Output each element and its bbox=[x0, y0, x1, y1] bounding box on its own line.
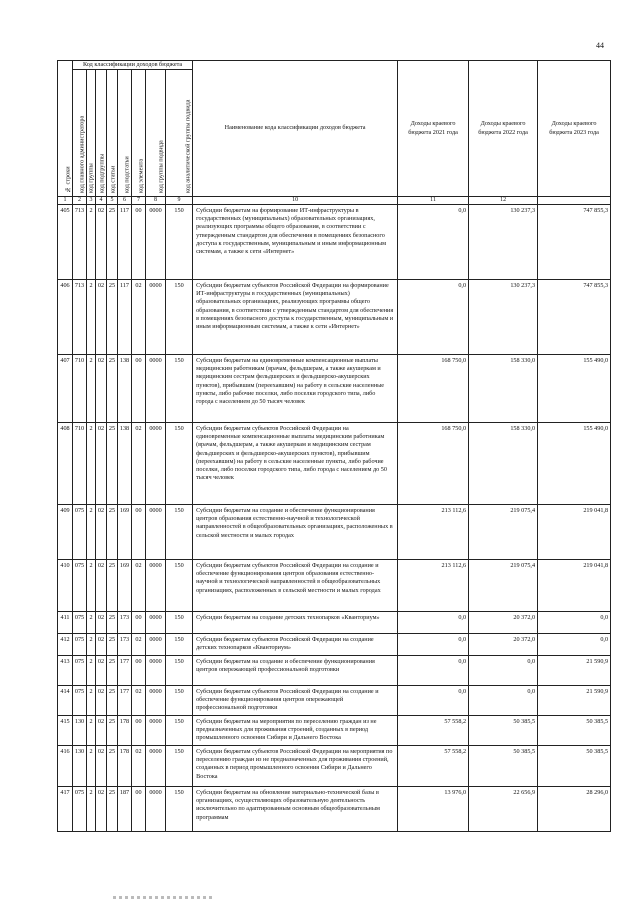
subgroup-code: 02 bbox=[96, 355, 107, 423]
value-2022: 22 656,9 bbox=[469, 787, 538, 832]
article-code: 25 bbox=[107, 787, 118, 832]
article-code: 25 bbox=[107, 560, 118, 612]
table-body bbox=[58, 205, 611, 832]
table-row bbox=[58, 656, 611, 686]
value-2023: 155 490,0 bbox=[538, 355, 611, 423]
value-2023: 28 296,0 bbox=[538, 787, 611, 832]
value-2023: 0,0 bbox=[538, 634, 611, 656]
value-2022: 50 385,5 bbox=[469, 716, 538, 746]
element-code: 00 bbox=[132, 355, 146, 423]
group-code: 2 bbox=[87, 787, 96, 832]
value-2023: 219 041,8 bbox=[538, 505, 611, 560]
row-name: Субсидии бюджетам субъектов Российской Федерации на создание и обеспечение функционирования центров образования естественно-научной и технологической направленностей в общеобразовательных организациях, расположенных в сельской местности и малых городах bbox=[193, 560, 398, 612]
row-number: 411 bbox=[58, 612, 73, 634]
header-subtype-group-code: код группы подвида bbox=[146, 70, 166, 197]
analytic-group-code: 150 bbox=[166, 656, 193, 686]
value-2022: 20 372,0 bbox=[469, 634, 538, 656]
row-name: Субсидии бюджетам на создание детских технопарков «Кванториум» bbox=[193, 612, 398, 634]
header-element-code: код элемента bbox=[132, 70, 146, 197]
article-code: 25 bbox=[107, 686, 118, 716]
row-number: 412 bbox=[58, 634, 73, 656]
subgroup-code: 02 bbox=[96, 280, 107, 355]
subtype-group-code: 0000 bbox=[146, 205, 166, 280]
value-2021: 168 750,0 bbox=[398, 355, 469, 423]
subgroup-code: 02 bbox=[96, 716, 107, 746]
admin-code: 075 bbox=[73, 656, 87, 686]
value-2023: 0,0 bbox=[538, 612, 611, 634]
subarticle-code: 169 bbox=[118, 560, 132, 612]
value-2021: 57 558,2 bbox=[398, 746, 469, 787]
subgroup-code: 02 bbox=[96, 205, 107, 280]
header-analytic-group-code: код аналитической группы подвида bbox=[166, 70, 193, 197]
table-row bbox=[58, 280, 611, 355]
table-row bbox=[58, 634, 611, 656]
analytic-group-code: 150 bbox=[166, 787, 193, 832]
value-2021: 213 112,6 bbox=[398, 505, 469, 560]
admin-code: 075 bbox=[73, 787, 87, 832]
row-number: 406 bbox=[58, 280, 73, 355]
subgroup-code: 02 bbox=[96, 505, 107, 560]
subarticle-code: 138 bbox=[118, 355, 132, 423]
group-code: 2 bbox=[87, 423, 96, 505]
subgroup-code: 02 bbox=[96, 612, 107, 634]
subarticle-code: 173 bbox=[118, 612, 132, 634]
row-name: Субсидии бюджетам субъектов Российской Федерации на единовременные компенсационные выплаты медицинским работникам (врачам, фельдшерам, а также акушеркам и медицинским сестрам фельдшерских и фельдшерско-акушерских пунктов), прибывшим (переехавшим) на работу в сельские населенные пункты, либо рабочие поселки, либо поселки городского типа, либо города с населением до 50 тысяч человек bbox=[193, 423, 398, 505]
table-row bbox=[58, 205, 611, 280]
admin-code: 710 bbox=[73, 423, 87, 505]
table-row bbox=[58, 746, 611, 787]
group-code: 2 bbox=[87, 355, 96, 423]
value-2022: 130 237,3 bbox=[469, 280, 538, 355]
header-2023: Доходы краевого бюджета 2023 года bbox=[538, 61, 611, 197]
row-name: Субсидии бюджетам на мероприятия по переселению граждан из не предназначенных для проживания строений, созданных в период промышленного освоения Сибири и Дальнего Востока bbox=[193, 716, 398, 746]
group-code: 2 bbox=[87, 746, 96, 787]
value-2021: 0,0 bbox=[398, 612, 469, 634]
value-2021: 0,0 bbox=[398, 634, 469, 656]
article-code: 25 bbox=[107, 746, 118, 787]
analytic-group-code: 150 bbox=[166, 423, 193, 505]
analytic-group-code: 150 bbox=[166, 746, 193, 787]
row-number: 416 bbox=[58, 746, 73, 787]
table-row bbox=[58, 686, 611, 716]
row-name: Субсидии бюджетам на обновление материально-технической базы в организациях, осуществляющих образовательную деятельность исключительно по адаптированным основным общеобразовательным программам bbox=[193, 787, 398, 832]
group-code: 2 bbox=[87, 716, 96, 746]
row-name: Субсидии бюджетам субъектов Российской Федерации на создание детских технопарков «Кванториум» bbox=[193, 634, 398, 656]
value-2022: 20 372,0 bbox=[469, 612, 538, 634]
column-number: 12 bbox=[469, 197, 538, 205]
column-number: 2 bbox=[73, 197, 87, 205]
subarticle-code: 117 bbox=[118, 205, 132, 280]
row-name: Субсидии бюджетам субъектов Российской Федерации на формирование ИТ-инфраструктуры в государственных (муниципальных) образовательных организациях, реализующих программы общего образования, в соответствии с утвержденным стандартом для обеспечения в помещениях безопасного доступа к государственным, муниципальным и иным информационным системам, а также к сети «Интернет» bbox=[193, 280, 398, 355]
subtype-group-code: 0000 bbox=[146, 686, 166, 716]
value-2023: 21 590,9 bbox=[538, 686, 611, 716]
value-2021: 0,0 bbox=[398, 656, 469, 686]
subtype-group-code: 0000 bbox=[146, 746, 166, 787]
column-number: 3 bbox=[87, 197, 96, 205]
group-code: 2 bbox=[87, 656, 96, 686]
subarticle-code: 138 bbox=[118, 423, 132, 505]
article-code: 25 bbox=[107, 716, 118, 746]
header-code-group: Код классификации доходов бюджета bbox=[73, 61, 193, 70]
subgroup-code: 02 bbox=[96, 656, 107, 686]
article-code: 25 bbox=[107, 505, 118, 560]
admin-code: 075 bbox=[73, 686, 87, 716]
admin-code: 130 bbox=[73, 716, 87, 746]
element-code: 02 bbox=[132, 686, 146, 716]
article-code: 25 bbox=[107, 656, 118, 686]
table-row bbox=[58, 787, 611, 832]
value-2023: 50 385,5 bbox=[538, 746, 611, 787]
column-number: 4 bbox=[96, 197, 107, 205]
value-2022: 219 075,4 bbox=[469, 560, 538, 612]
value-2021: 0,0 bbox=[398, 205, 469, 280]
value-2023: 747 855,3 bbox=[538, 205, 611, 280]
subtype-group-code: 0000 bbox=[146, 787, 166, 832]
row-number: 405 bbox=[58, 205, 73, 280]
group-code: 2 bbox=[87, 634, 96, 656]
row-number: 408 bbox=[58, 423, 73, 505]
subarticle-code: 187 bbox=[118, 787, 132, 832]
analytic-group-code: 150 bbox=[166, 280, 193, 355]
row-number: 407 bbox=[58, 355, 73, 423]
subarticle-code: 178 bbox=[118, 746, 132, 787]
element-code: 00 bbox=[132, 505, 146, 560]
element-code: 02 bbox=[132, 634, 146, 656]
article-code: 25 bbox=[107, 423, 118, 505]
subarticle-code: 177 bbox=[118, 686, 132, 716]
subtype-group-code: 0000 bbox=[146, 612, 166, 634]
table-row bbox=[58, 716, 611, 746]
value-2023: 50 385,5 bbox=[538, 716, 611, 746]
subgroup-code: 02 bbox=[96, 634, 107, 656]
subtype-group-code: 0000 bbox=[146, 505, 166, 560]
table-row bbox=[58, 560, 611, 612]
admin-code: 075 bbox=[73, 634, 87, 656]
group-code: 2 bbox=[87, 505, 96, 560]
analytic-group-code: 150 bbox=[166, 355, 193, 423]
header-subarticle-code: код подстатьи bbox=[118, 70, 132, 197]
element-code: 00 bbox=[132, 716, 146, 746]
value-2021: 13 976,0 bbox=[398, 787, 469, 832]
value-2023: 21 590,9 bbox=[538, 656, 611, 686]
header-admin-code: код главного администратора bbox=[73, 70, 87, 197]
analytic-group-code: 150 bbox=[166, 560, 193, 612]
row-number: 414 bbox=[58, 686, 73, 716]
column-number: 6 bbox=[118, 197, 132, 205]
subgroup-code: 02 bbox=[96, 746, 107, 787]
subarticle-code: 178 bbox=[118, 716, 132, 746]
value-2023: 747 855,3 bbox=[538, 280, 611, 355]
element-code: 02 bbox=[132, 280, 146, 355]
subtype-group-code: 0000 bbox=[146, 560, 166, 612]
element-code: 00 bbox=[132, 656, 146, 686]
subtype-group-code: 0000 bbox=[146, 716, 166, 746]
column-number: 1 bbox=[58, 197, 73, 205]
analytic-group-code: 150 bbox=[166, 634, 193, 656]
value-2021: 168 750,0 bbox=[398, 423, 469, 505]
admin-code: 713 bbox=[73, 205, 87, 280]
analytic-group-code: 150 bbox=[166, 205, 193, 280]
article-code: 25 bbox=[107, 280, 118, 355]
row-name: Субсидии бюджетам на создание и обеспечение функционирования центров опережающей профессиональной подготовки bbox=[193, 656, 398, 686]
table-row bbox=[58, 423, 611, 505]
header-group-code: код группы bbox=[87, 70, 96, 197]
header-subgroup-code: код подгруппы bbox=[96, 70, 107, 197]
analytic-group-code: 150 bbox=[166, 612, 193, 634]
admin-code: 075 bbox=[73, 560, 87, 612]
table-row bbox=[58, 355, 611, 423]
group-code: 2 bbox=[87, 280, 96, 355]
subarticle-code: 117 bbox=[118, 280, 132, 355]
column-number: 9 bbox=[166, 197, 193, 205]
subgroup-code: 02 bbox=[96, 423, 107, 505]
table-row bbox=[58, 612, 611, 634]
row-number: 417 bbox=[58, 787, 73, 832]
group-code: 2 bbox=[87, 560, 96, 612]
element-code: 02 bbox=[132, 746, 146, 787]
column-number: 11 bbox=[398, 197, 469, 205]
analytic-group-code: 150 bbox=[166, 716, 193, 746]
admin-code: 075 bbox=[73, 612, 87, 634]
scan-artifact bbox=[113, 896, 213, 899]
value-2021: 57 558,2 bbox=[398, 716, 469, 746]
header-article-code: код статьи bbox=[107, 70, 118, 197]
subgroup-code: 02 bbox=[96, 787, 107, 832]
value-2022: 0,0 bbox=[469, 686, 538, 716]
analytic-group-code: 150 bbox=[166, 505, 193, 560]
value-2022: 158 330,0 bbox=[469, 355, 538, 423]
subtype-group-code: 0000 bbox=[146, 355, 166, 423]
element-code: 00 bbox=[132, 612, 146, 634]
subtype-group-code: 0000 bbox=[146, 634, 166, 656]
row-number: 410 bbox=[58, 560, 73, 612]
column-number bbox=[538, 197, 611, 205]
value-2023: 219 041,8 bbox=[538, 560, 611, 612]
column-number-row bbox=[58, 197, 611, 205]
value-2021: 0,0 bbox=[398, 280, 469, 355]
article-code: 25 bbox=[107, 634, 118, 656]
header-row-number: № строки bbox=[58, 61, 73, 197]
page-number: 44 bbox=[596, 41, 604, 50]
element-code: 02 bbox=[132, 423, 146, 505]
row-number: 413 bbox=[58, 656, 73, 686]
element-code: 00 bbox=[132, 787, 146, 832]
row-name: Субсидии бюджетам субъектов Российской Федерации на мероприятия по переселению граждан из не предназначенных для проживания строений, созданных в период промышленного освоения Сибири и Дальнего Востока bbox=[193, 746, 398, 787]
column-number: 5 bbox=[107, 197, 118, 205]
column-number: 7 bbox=[132, 197, 146, 205]
table-row bbox=[58, 505, 611, 560]
subgroup-code: 02 bbox=[96, 686, 107, 716]
value-2022: 158 330,0 bbox=[469, 423, 538, 505]
subtype-group-code: 0000 bbox=[146, 423, 166, 505]
subarticle-code: 173 bbox=[118, 634, 132, 656]
group-code: 2 bbox=[87, 612, 96, 634]
column-number: 8 bbox=[146, 197, 166, 205]
element-code: 02 bbox=[132, 560, 146, 612]
row-name: Субсидии бюджетам субъектов Российской Федерации на создание и обеспечение функционирования центров опережающей профессиональной подготовки bbox=[193, 686, 398, 716]
subgroup-code: 02 bbox=[96, 560, 107, 612]
group-code: 2 bbox=[87, 686, 96, 716]
element-code: 00 bbox=[132, 205, 146, 280]
analytic-group-code: 150 bbox=[166, 686, 193, 716]
row-number: 415 bbox=[58, 716, 73, 746]
value-2022: 130 237,3 bbox=[469, 205, 538, 280]
article-code: 25 bbox=[107, 205, 118, 280]
row-name: Субсидии бюджетам на единовременные компенсационные выплаты медицинским работникам (врачам, фельдшерам, а также акушеркам и медицинским сестрам фельдшерских и фельдшерско-акушерских пунктов), прибывшим (переехавшим) на работу в сельские населенные пункты, либо рабочие поселки, либо поселки городского типа, либо города с населением до 50 тысяч человек bbox=[193, 355, 398, 423]
value-2023: 155 490,0 bbox=[538, 423, 611, 505]
revenue-classification-table bbox=[57, 60, 611, 832]
admin-code: 710 bbox=[73, 355, 87, 423]
article-code: 25 bbox=[107, 355, 118, 423]
header-name: Наименование кода классификации доходов бюджета bbox=[193, 61, 398, 197]
value-2021: 0,0 bbox=[398, 686, 469, 716]
column-number: 10 bbox=[193, 197, 398, 205]
subarticle-code: 169 bbox=[118, 505, 132, 560]
value-2022: 50 385,5 bbox=[469, 746, 538, 787]
admin-code: 713 bbox=[73, 280, 87, 355]
row-name: Субсидии бюджетам на создание и обеспечение функционирования центров образования естественно-научной и технологической направленностей в общеобразовательных организациях, расположенных в сельской местности и малых городах bbox=[193, 505, 398, 560]
header-2021: Доходы краевого бюджета 2021 года bbox=[398, 61, 469, 197]
value-2021: 213 112,6 bbox=[398, 560, 469, 612]
subtype-group-code: 0000 bbox=[146, 656, 166, 686]
row-name: Субсидии бюджетам на формирование ИТ-инфраструктуры в государственных (муниципальных) образовательных организациях, реализующих программы общего образования, в соответствии с утвержденным стандартом для обеспечения в помещениях безопасного доступа к государственным, муниципальным и иным информационным системам, а также к сети «Интернет» bbox=[193, 205, 398, 280]
subtype-group-code: 0000 bbox=[146, 280, 166, 355]
value-2022: 219 075,4 bbox=[469, 505, 538, 560]
admin-code: 075 bbox=[73, 505, 87, 560]
value-2022: 0,0 bbox=[469, 656, 538, 686]
group-code: 2 bbox=[87, 205, 96, 280]
subarticle-code: 177 bbox=[118, 656, 132, 686]
header-2022: Доходы краевого бюджета 2022 года bbox=[469, 61, 538, 197]
row-number: 409 bbox=[58, 505, 73, 560]
admin-code: 130 bbox=[73, 746, 87, 787]
article-code: 25 bbox=[107, 612, 118, 634]
